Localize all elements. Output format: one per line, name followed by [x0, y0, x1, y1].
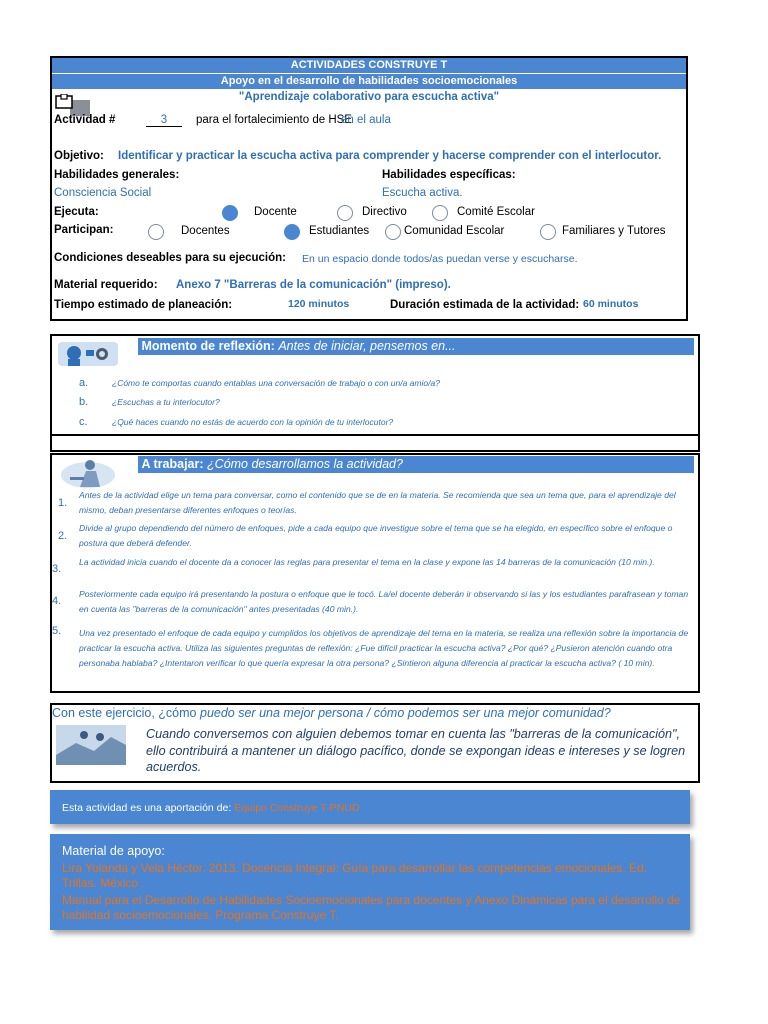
radio-participan-comunidad[interactable]	[385, 224, 401, 240]
objetivo-text: Identificar y practicar la escucha activa para comprender y hacerse comprender con el interlocutor.	[118, 150, 662, 162]
duracion-label: Duración estimada de la actividad:	[390, 299, 580, 311]
radio-participan-familiares[interactable]	[540, 224, 556, 240]
material-text: Anexo 7 "Barreras de la comunicación" (impreso).	[176, 279, 451, 291]
radio-ejecuta-docente[interactable]	[222, 205, 238, 221]
radio-ejecuta-comite[interactable]	[432, 205, 448, 221]
participan-comunidad-label: Comunidad Escolar	[404, 225, 505, 237]
step-number-5: 5.	[52, 625, 62, 637]
step-1: Antes de la actividad elige un tema para conversar, como el contenido que se de en la materia. Se recomienda que sea un tema que, para el aprendizaje del mismo, deban presentarse diferentes enfoques o teorías.	[79, 490, 676, 515]
aportacion-label: Esta actividad es una aportación de:	[62, 802, 232, 814]
actividad-context: en el aula	[341, 114, 391, 126]
working-person-icon	[60, 457, 116, 489]
step-number-3: 3.	[52, 563, 62, 575]
material-apoyo-label: Material de apoyo:	[62, 844, 165, 858]
step-3: La actividad inicia cuando el docente da a conocer las reglas para presentar el tema en la clase y expone las 14 barreras de la comunicación (10 min.).	[79, 557, 655, 567]
radio-participan-estudiantes[interactable]	[284, 224, 300, 240]
reflection-people-icon	[58, 340, 118, 368]
objetivo-label: Objetivo:	[54, 150, 104, 162]
mejor-persona-card	[50, 703, 700, 783]
participan-label: Participan:	[54, 224, 114, 236]
step-2: Divide al grupo dependiendo del número de enfoques, pide a cada equipo que investigue sobre el tema que se ha elegido, en específico sobre el enfoque o postura que deberá defender.	[79, 523, 673, 548]
material-apoyo-ref2: Manual para el Desarrollo de Habilidades Socioemocionales para docentes y Anexo Dinámicas para el desarrollo de habilidad socioemocionales. Programa Construye T.	[62, 893, 681, 922]
hab-especificas-value: Escucha activa.	[382, 187, 463, 199]
aportacion-box	[50, 790, 690, 824]
condiciones-text: En un espacio donde todos/as puedan verse y escucharse.	[302, 253, 578, 265]
actividad-suffix: para el fortalecimiento de HSE	[196, 114, 352, 126]
actividad-number: 3	[146, 114, 182, 127]
reflexion-header	[138, 338, 694, 355]
mejor-title	[52, 706, 611, 720]
trabajar-card	[50, 453, 700, 693]
duracion-value: 60 minutos	[583, 298, 639, 310]
spacer-box	[50, 434, 700, 452]
header-subtitle: Apoyo en el desarrollo de habilidades socioemocionales	[52, 74, 686, 89]
tiempo-value: 120 minutos	[288, 298, 350, 310]
aportacion-line	[62, 802, 359, 814]
tiempo-label: Tiempo estimado de planeación:	[54, 299, 233, 311]
reflexion-title-italic: Antes de iniciar, pensemos en...	[278, 339, 456, 353]
trabajar-header	[138, 456, 694, 473]
community-illustration-icon	[56, 725, 126, 765]
header-title: ACTIVIDADES CONSTRUYE T	[52, 58, 686, 73]
mejor-body: Cuando conversemos con alguien debemos tomar en cuenta las "barreras de la comunicación", ello contribuirá a mantener un diálogo pacífico, donde se expongan ideas e intereses y se logren acuerdos.	[146, 727, 686, 774]
ejecuta-label: Ejecuta:	[54, 206, 99, 218]
activity-name: "Aprendizaje colaborativo para escucha activa"	[238, 91, 500, 103]
trabajar-title-italic: ¿Cómo desarrollamos la actividad?	[207, 457, 403, 471]
material-apoyo-ref1: Lira Yolanda y Vela Héctor. 2013. Docencia Integral: Guía para desarrollar las competencias emocionales. Ed. Trillas. México .	[62, 861, 648, 890]
condiciones-label: Condiciones deseables para su ejecución:	[54, 252, 286, 264]
trabajar-title-bold: A trabajar:	[141, 457, 204, 471]
question-a: ¿Cómo te comportas cuando entablas una conversación de trabajo o con un/a amio/a?	[112, 378, 440, 388]
participan-docentes-label: Docentes	[181, 225, 230, 237]
hab-generales-value: Consciencia Social	[54, 187, 152, 199]
reflexion-title-bold: Momento de reflexión:	[141, 339, 275, 353]
activity-info-card	[50, 56, 688, 321]
radio-ejecuta-directivo[interactable]	[337, 205, 353, 221]
participan-estudiantes-label: Estudiantes	[309, 225, 370, 237]
mejor-title-italic: puedo ser una mejor persona / cómo podemos ser una mejor comunidad?	[200, 706, 611, 720]
step-number-2: 2.	[58, 530, 68, 542]
step-number-4: 4.	[52, 595, 62, 607]
question-letter-b: b.	[79, 396, 89, 408]
question-letter-a: a.	[79, 377, 89, 389]
activity-icon	[54, 94, 90, 116]
participan-familiares-label: Familiares y Tutores	[562, 225, 666, 237]
reflexion-card	[50, 334, 700, 436]
material-apoyo-box	[50, 834, 690, 930]
step-number-1: 1.	[58, 497, 68, 509]
mejor-title-normal: Con este ejercicio, ¿cómo	[52, 706, 197, 720]
ejecuta-directivo-label: Directivo	[362, 206, 407, 218]
material-label: Material requerido:	[54, 279, 158, 291]
actividad-label: Actividad #	[54, 114, 116, 126]
question-letter-c: c.	[79, 416, 88, 428]
ejecuta-docente-label: Docente	[254, 206, 297, 218]
question-b: ¿Escuchas a tu interlocutor?	[112, 397, 220, 407]
hab-especificas-label: Habilidades específicas:	[382, 169, 516, 181]
radio-participan-docentes[interactable]	[148, 224, 164, 240]
ejecuta-comite-label: Comité Escolar	[457, 206, 535, 218]
hab-generales-label: Habilidades generales:	[54, 169, 180, 181]
question-c: ¿Qué haces cuando no estás de acuerdo con la opinión de tu interlocutor?	[112, 417, 394, 427]
step-5: Una vez presentado el enfoque de cada equipo y cumplidos los objetivos de aprendizaje del tema en la materia, se realiza una reflexión sobre la importancia de practicar la escucha activa. Utiliza las siguientes preguntas de reflexión: ¿Fue difícil practicar la escucha activa? ¿Por qué? ¿Pusieron atención cuando otra personaba hablaba? ¿Intentaron verificar lo que quería expresar la otra persona? ¿Sintieron alguna diferencia al practicar la escucha activa? ( 10 min).	[79, 628, 689, 668]
step-4: Posteriormente cada equipo irá presentando la postura o enfoque que le tocó. La/el docente deberán ir observando si las y los estudiantes parafrasean y toman en cuenta las "barreras de la comunicación" antes presentadas (40 min.).	[79, 589, 689, 614]
aportacion-value: Equipo Construye T-PNUD	[234, 802, 360, 814]
